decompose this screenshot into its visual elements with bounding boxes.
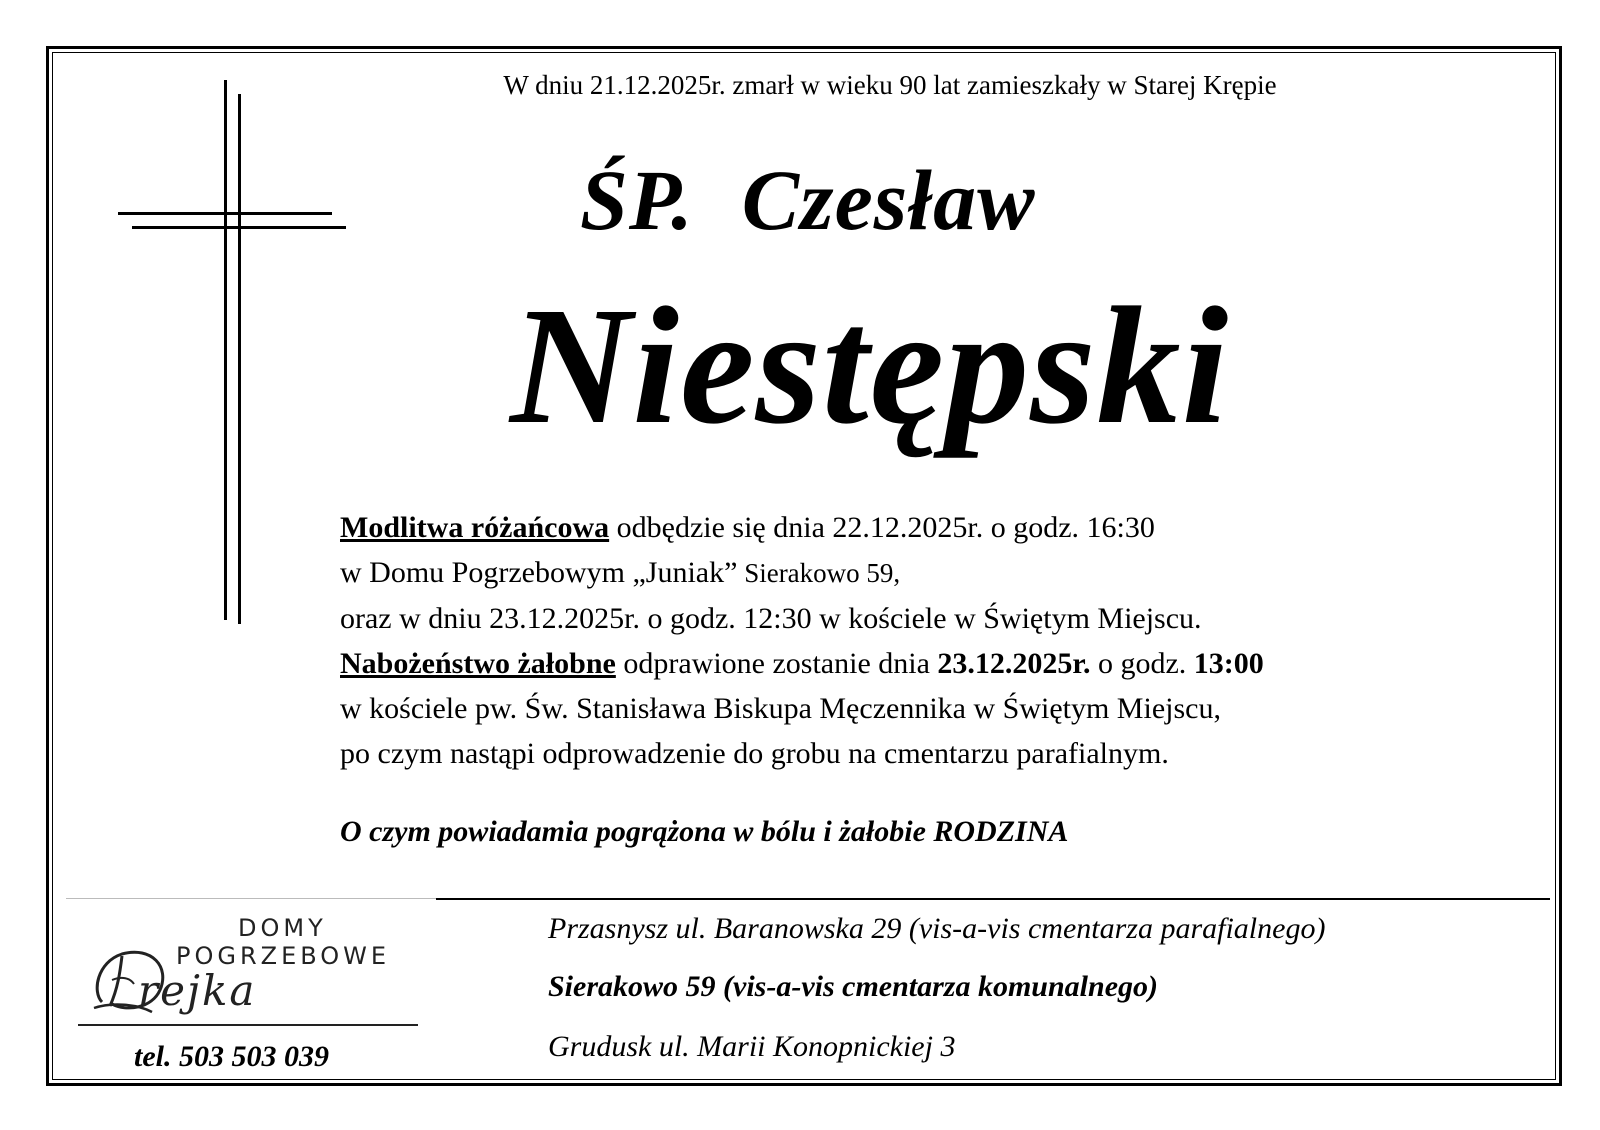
cross-horizontal-line <box>132 226 346 229</box>
rosary-heading: Modlitwa różańcowa <box>340 511 610 544</box>
funeral-mass-line: Nabożeństwo żałobne odprawione zostanie dnia 23.12.2025r. o godz. 13:00 <box>340 647 1264 680</box>
funeral-home: w Domu Pogrzebowym „Juniak” <box>340 556 738 589</box>
rosary-date: odbędzie się dnia 22.12.2025r. o godz. 16:30 <box>609 511 1155 544</box>
second-rosary-line: oraz w dniu 23.12.2025r. o godz. 12:30 w kościele w Świętym Miejscu. <box>340 602 1202 635</box>
logo-underline <box>78 1024 418 1026</box>
address-przasnysz: Przasnysz ul. Baranowska 29 (vis-a-vis cmentarza parafialnego) <box>548 912 1326 945</box>
footer-divider-left <box>66 898 436 899</box>
church-line: w kościele pw. Św. Stanisława Biskupa Męczennika w Świętym Miejscu, <box>340 692 1221 725</box>
cross-horizontal-line <box>118 212 332 215</box>
name-prefix: ŚP. <box>580 152 694 248</box>
deceased-first-name <box>580 150 1036 250</box>
address-sierakowo: Sierakowo 59 (vis-a-vis cmentarza komunalnego) <box>548 970 1159 1003</box>
footer-divider <box>436 898 1550 900</box>
funeral-mass-time: 13:00 <box>1193 647 1264 680</box>
ceremony-details <box>340 505 1264 776</box>
deceased-last-name: Niestępski <box>510 273 1230 459</box>
logo-line-1: DOMY <box>238 914 327 942</box>
logo-line-3: rejka <box>138 966 257 1015</box>
logo-line-2: POGRZEBOWE <box>176 942 391 970</box>
funeral-mass-heading: Nabożeństwo żałobne <box>340 647 616 680</box>
funeral-home-address: Sierakowo 59, <box>737 558 901 588</box>
rosary-line <box>340 505 1264 550</box>
address-grudusk: Grudusk ul. Marii Konopnickiej 3 <box>548 1030 956 1063</box>
death-announcement-intro: W dniu 21.12.2025r. zmarł w wieku 90 lat zamieszkały w Starej Krępie <box>503 70 1277 100</box>
cross-vertical-line <box>224 80 227 620</box>
family-closing: O czym powiadamia pogrążona w bólu i żałobie RODZINA <box>340 815 1069 848</box>
first-name: Czesław <box>741 152 1036 248</box>
phone-number: tel. 503 503 039 <box>134 1040 329 1073</box>
cross-vertical-line <box>238 94 241 624</box>
funeral-mass-date: 23.12.2025r. <box>937 647 1091 680</box>
burial-line: po czym nastąpi odprowadzenie do grobu na cmentarzu parafialnym. <box>340 737 1169 770</box>
rosary-place-line <box>340 550 1264 596</box>
